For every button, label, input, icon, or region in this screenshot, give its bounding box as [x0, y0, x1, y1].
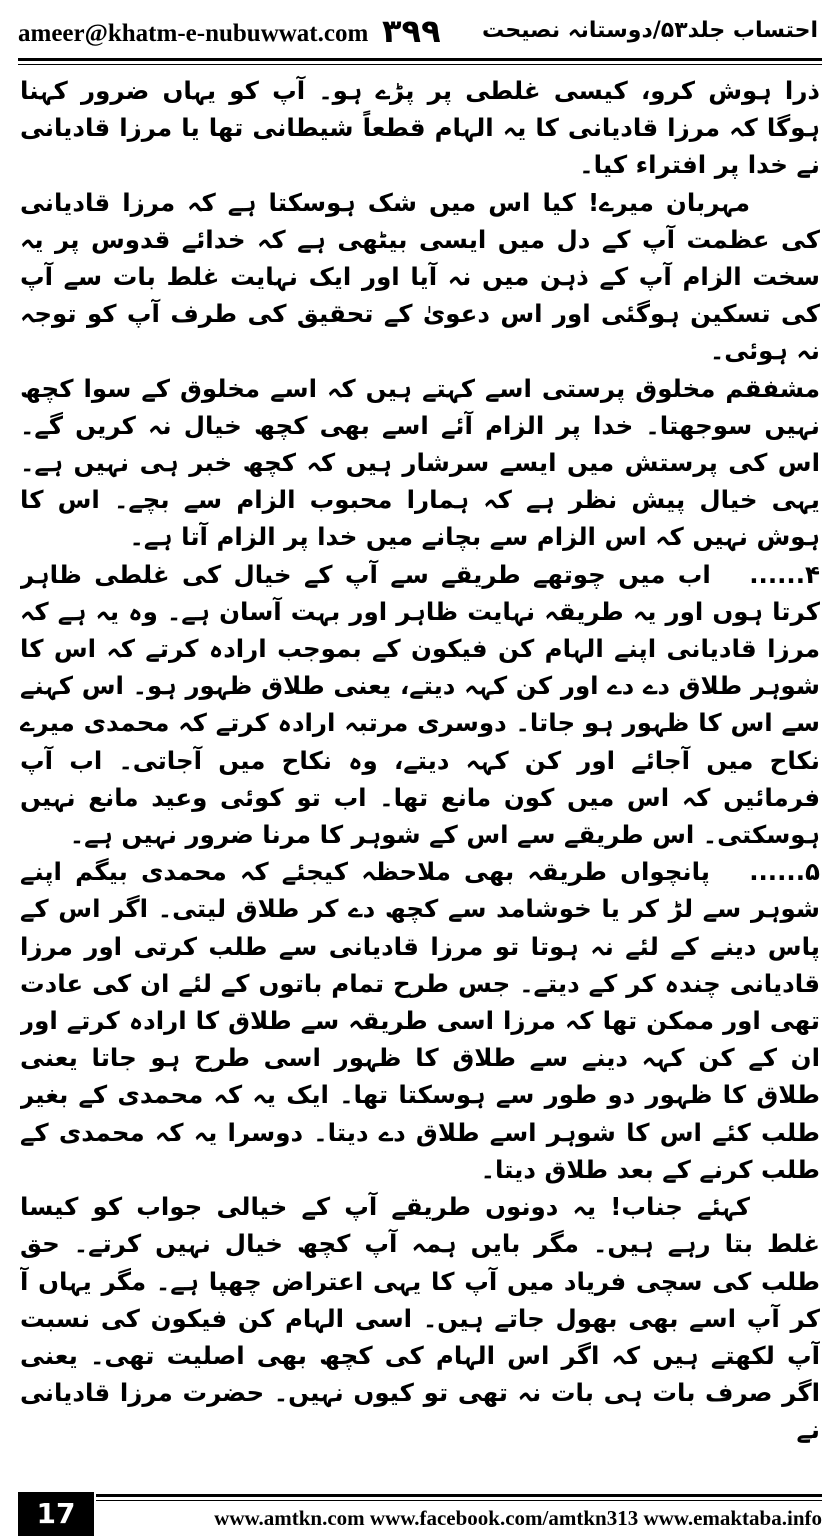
- volume-mark: 17: [18, 1492, 94, 1536]
- paragraph-5: [20, 853, 820, 1188]
- running-title: احتساب جلد۵۳/دوستانہ نصیحت: [482, 18, 818, 43]
- paragraph-5-text: پانچواں طریقہ بھی ملاحظہ کیجئے کہ محمدی بیگم اپنے شوہر سے لڑ کر یا خوشامد سے کچھ دے کر طلاق لیتی۔ اگر اس کے پاس دینے کے لئے نہ ہوتا تو مرزا قادیانی سے طلب کرتی اور مرزا قادیانی چندہ کر کے دیتے۔ جس طرح تمام باتوں کے لئے ان کی عادت تھی اور ممکن تھا کہ مرزا اسی طریقہ سے طلاق کا ارادہ کرتے اور ان کے کن کہہ دینے سے طلاق کا ظہور اسی طرح ہو جاتا یعنی طلاق کا ظہور دو طور سے ہوسکتا تھا۔ ایک یہ کہ محمدی کے بغیر طلب کئے اس کا شوہر اسے طلاق دے دیتا۔ دوسرا یہ کہ محمدی کے طلب کرنے کے بعد طلاق دیتا۔: [20, 857, 820, 1184]
- paragraph-4-text: اب میں چوتھے طریقے سے آپ کے خیال کی غلطی ظاہر کرتا ہوں اور یہ طریقہ نہایت ظاہر اور بہت آسان ہے۔ وہ یہ ہے کہ مرزا قادیانی اپنے الہام کن فیکون کے بموجب ارادہ کرتے کہ اس کا شوہر طلاق دے دے اور کن کہہ دیتے، یعنی طلاق ظہور ہو۔ اس کہنے سے اس کا ظہور ہو جاتا۔ دوسری مرتبہ ارادہ کرتے کہ محمدی میرے نکاح میں آجائے اور کن کہہ دیتے، وہ نکاح میں آجاتی۔ اب آپ فرمائیں کہ اس میں کون مانع تھا۔ اب تو کوئی وعید مانع نہیں ہوسکتی۔ اس طریقے سے اس کے شوہر کا مرنا ضرور نہیں ہے۔: [20, 559, 820, 850]
- paragraph-6-text: کہئے جناب! یہ دونوں طریقے آپ کے خیالی جواب کو کیسا غلط بتا رہے ہیں۔ مگر بایں ہمہ آپ کچھ خیال نہیں کرتے۔ حق طلب کی سچی فریاد میں آپ کا یہی اعتراض چھپا ہے۔ مگر یہاں آ کر آپ اسے بھی بھول جاتے ہیں۔ اسی الہام کن فیکون کی نسبت آپ لکھتے ہیں کہ اگر اس الہام کی کچھ بھی اصلیت تھی۔ یعنی اگر صرف بات ہی بات نہ تھی تو کیوں نہیں۔ حضرت مرزا قادیانی نے: [20, 1192, 820, 1445]
- paragraph-5-number: ۵......: [749, 857, 820, 887]
- paragraph-2: [20, 184, 820, 370]
- paragraph-3: [20, 370, 820, 556]
- header-rule-thin: [18, 64, 822, 65]
- header-email: ameer@khatm-e-nubuwwat.com: [18, 20, 369, 47]
- header-rule: [18, 58, 822, 61]
- paragraph-4: [20, 556, 820, 854]
- footer-rule-thin: [96, 1500, 822, 1501]
- paragraph-2-text: مہربان میرے! کیا اس میں شک ہوسکتا ہے کہ مرزا قادیانی کی عظمت آپ کے دل میں ایسی بیٹھی ہے کہ خدائے قدوس پر یہ سخت الزام آپ کے ذہن میں نہ آیا اور ایک نہایت غلط بات سے آپ کی تسکین ہوگئی اور اس دعویٰ کے تحقیق کی طرف آپ کو توجہ نہ ہوئی۔: [20, 187, 820, 366]
- footer-links: www.amtkn.com www.facebook.com/amtkn313 www.emaktaba.info: [214, 1506, 822, 1530]
- paragraph-1: [20, 72, 820, 184]
- page-header: [0, 0, 840, 64]
- page-number: ۳۹۹: [382, 12, 441, 50]
- page-body: [20, 72, 820, 1472]
- paragraph-4-number: ۴......: [749, 559, 820, 589]
- paragraph-3-text: مشفقم مخلوق پرستی اسے کہتے ہیں کہ اسے مخلوق کے سوا کچھ نہیں سوجھتا۔ خدا پر الزام آئے اسے بھی کچھ خیال نہ کریں گے۔ اس کی پرستش میں ایسے سرشار ہیں کہ کچھ خبر ہی نہیں ہے۔ یہی خیال پیش نظر ہے کہ ہمارا محبوب الزام سے بچے۔ اس کا ہوش نہیں کہ اس الزام سے بچانے میں خدا پر الزام آتا ہے۔: [20, 373, 820, 552]
- paragraph-1-text: ذرا ہوش کرو، کیسی غلطی پر پڑے ہو۔ آپ کو یہاں ضرور کہنا ہوگا کہ مرزا قادیانی کا یہ الہام قطعاً شیطانی تھا یا مرزا قادیانی نے خدا پر افتراء کیا۔: [20, 76, 820, 180]
- footer-rule: [96, 1494, 822, 1497]
- paragraph-6: [20, 1188, 820, 1448]
